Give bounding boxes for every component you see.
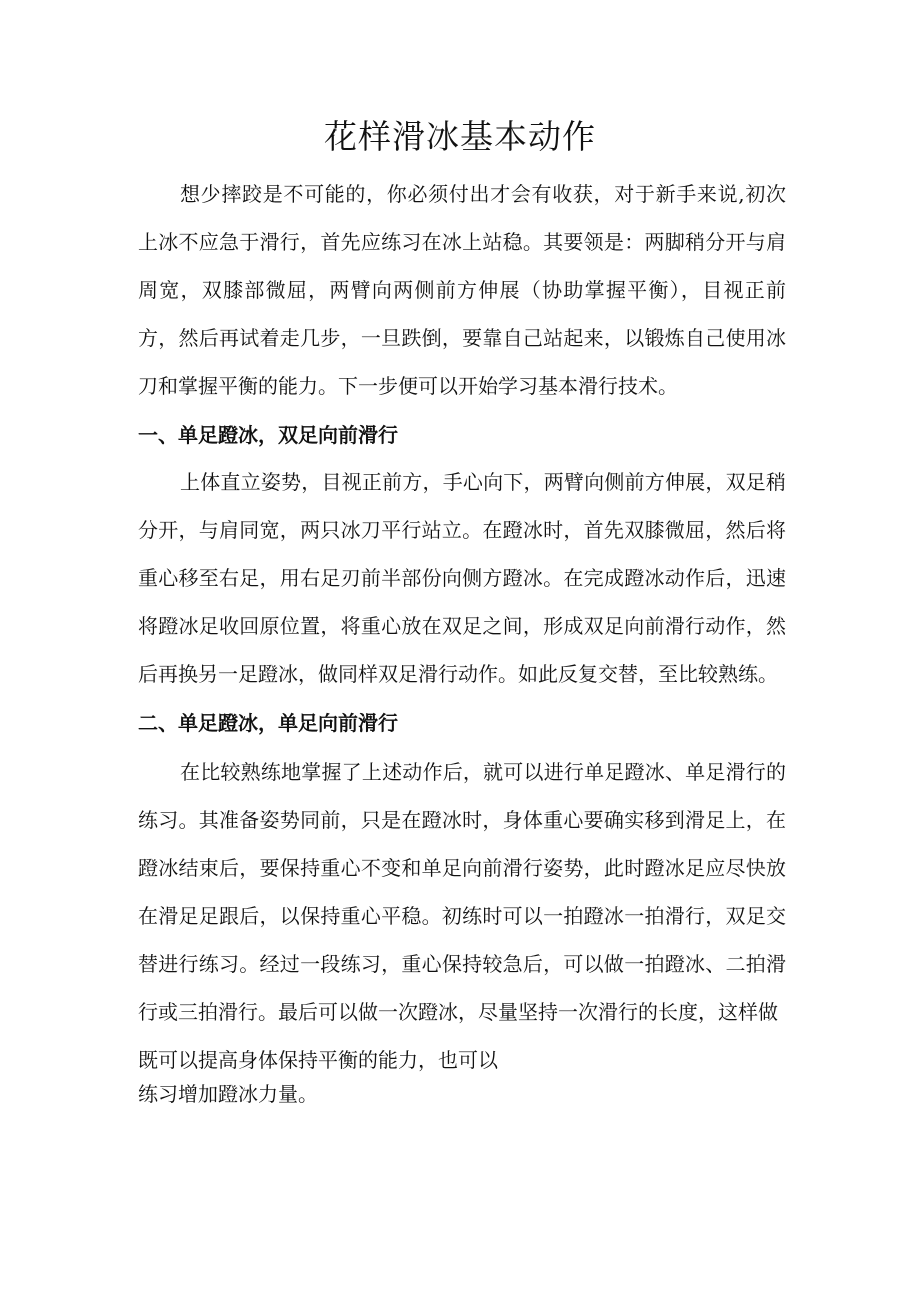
section-2-heading: 二、单足蹬冰，单足向前滑行 xyxy=(138,711,398,735)
section-1-paragraph: 上体直立姿势，目视正前方，手心向下，两臂向侧前方伸展，双足稍分开，与肩同宽，两只冰刀平行站立。在蹬冰时，首先双膝微屈，然后将重心移至右足，用右足刃前半部份向侧方蹬冰。在完成蹬冰动作后，迅速将蹬冰足收回原位置，将重心放在双足之间，形成双足向前滑行动作，然后再换另一足蹬冰，做同样双足滑行动作。如此反复交替，至比较熟练。 xyxy=(138,470,786,686)
section-2-paragraph: 在比较熟练地掌握了上述动作后，就可以进行单足蹬冰、单足滑行的练习。其准备姿势同前，只是在蹬冰时，身体重心要确实移到滑足上，在蹬冰结束后，要保持重心不变和单足向前滑行姿势，此时蹬冰足应尽快放在滑足足跟后，以保持重心平稳。初练时可以一拍蹬冰一拍滑行，双足交替进行练习。经过一段练习，重心保持较急后，可以做一拍蹬冰、二拍滑行或三拍滑行。最后可以做一次蹬冰，尽量坚持一次滑行的长度，这样做 xyxy=(138,760,786,1024)
page-title: 花样滑冰基本动作 xyxy=(324,117,596,156)
section-2-tail-line-2: 练习增加蹬冰力量。 xyxy=(138,1082,318,1106)
section-2-tail-line-1: 既可以提高身体保持平衡的能力，也可以 xyxy=(138,1048,498,1072)
section-1-heading: 一、单足蹬冰，双足向前滑行 xyxy=(138,423,398,447)
intro-paragraph: 想少摔跤是不可能的，你必须付出才会有收获，对于新手来说,初次上冰不应急于滑行，首先应练习在冰上站稳。其要领是：两脚稍分开与肩周宽，双膝部微屈，两臂向两侧前方伸展（协助掌握平衡），目视正前方，然后再试着走几步，一旦跌倒，要靠自己站起来，以锻炼自己使用冰刀和掌握平衡的能力。下一步便可以开始学习基本滑行技术。 xyxy=(138,182,786,398)
